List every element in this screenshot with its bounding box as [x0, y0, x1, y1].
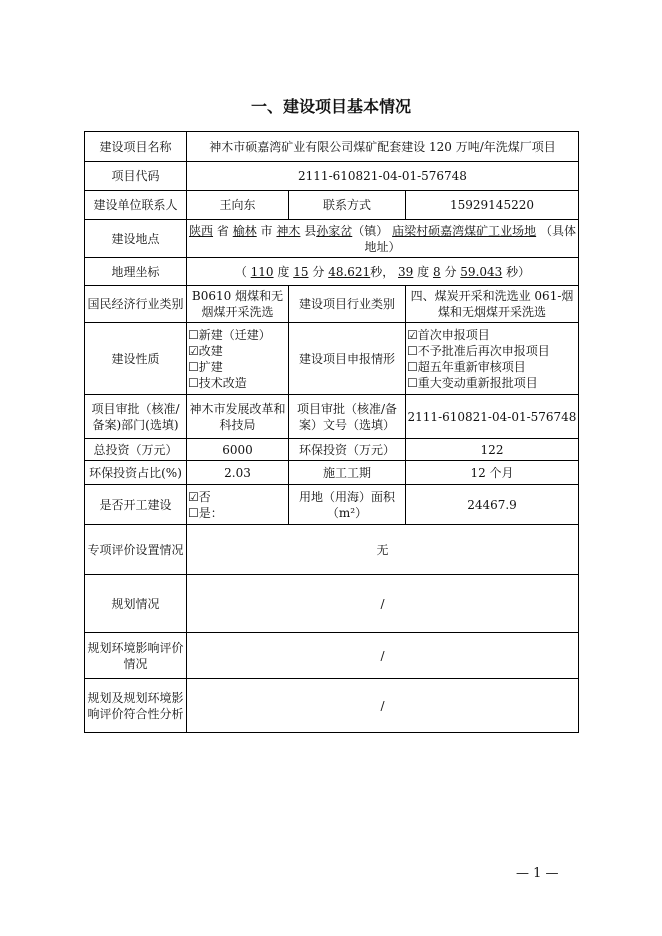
area: 24467.9	[406, 485, 579, 525]
approval-no: 2111-610821-04-01-576748	[406, 395, 579, 439]
checkbox-yes[interactable]: ☐是：	[188, 505, 223, 520]
nature-options	[187, 323, 289, 395]
town: 孙家岔	[316, 223, 353, 238]
lat-sec: 59.043	[460, 264, 503, 279]
label: 规划及规划环境影响评价符合性分析	[85, 679, 187, 733]
section-title: 一、建设项目基本情况	[250, 97, 411, 116]
project-info-table	[84, 131, 579, 733]
phone: 15929145220	[406, 191, 579, 220]
total-invest: 6000	[187, 439, 289, 461]
county: 神木	[276, 223, 301, 238]
industry: B0610 烟煤和无烟煤开采洗选	[187, 286, 289, 323]
coordinates: （ 110 度 15 分 48.621秒， 39 度 8 分 59.043 秒）	[187, 258, 579, 286]
lon-min: 15	[293, 264, 309, 279]
period: 12 个月	[406, 461, 579, 485]
page-number: — 1 —	[516, 866, 559, 881]
suffix: （镇）	[352, 223, 389, 238]
checkbox-expand[interactable]: ☐扩建	[188, 359, 223, 374]
label: 规划情况	[85, 575, 187, 633]
label: 项目审批（核准/备案)部门(选填)	[85, 395, 187, 439]
label: 总投资（万元）	[85, 439, 187, 461]
label	[289, 485, 406, 525]
city: 榆林	[232, 223, 257, 238]
project-name: 神木市硕嘉湾矿业有限公司煤矿配套建设 120 万吨/年洗煤厂项目	[187, 132, 579, 162]
checkbox-no[interactable]: ☑否	[188, 489, 211, 504]
label: 施工工期	[289, 461, 406, 485]
suffix: 省	[216, 223, 229, 238]
label: 建设性质	[85, 323, 187, 395]
unit: 分	[312, 264, 325, 279]
label: 是否开工建设	[85, 485, 187, 525]
suffix: （具体地址）	[364, 223, 576, 254]
project-code: 2111-610821-04-01-576748	[187, 162, 579, 191]
unit: 秒	[370, 264, 383, 279]
unit: 度	[277, 264, 290, 279]
env-ratio: 2.03	[187, 461, 289, 485]
unit: 分	[444, 264, 457, 279]
label: 环保投资（万元）	[289, 439, 406, 461]
contact-name: 王向东	[187, 191, 289, 220]
checkbox-first[interactable]: ☑首次申报项目	[407, 327, 490, 342]
unit: 度	[417, 264, 430, 279]
label: 地理坐标	[85, 258, 187, 286]
approval-dept: 神木市发展改革和科技局	[187, 395, 289, 439]
label: 建设地点	[85, 220, 187, 258]
lon-deg: 110	[250, 264, 274, 279]
started-options	[187, 485, 289, 525]
checkbox-major-change[interactable]: ☐重大变动重新报批项目	[407, 375, 538, 390]
province: 陕西	[189, 223, 214, 238]
report-options	[406, 323, 579, 395]
label: 规划环境影响评价情况	[85, 633, 187, 679]
checkbox-rebuild[interactable]: ☑改建	[188, 343, 223, 358]
label: 建设项目申报情形	[289, 323, 406, 395]
project-category: 四、煤炭开采和洗选业 061-烟煤和无烟煤开采洗选	[406, 286, 579, 323]
lon-sec: 48.621	[328, 264, 371, 279]
label: 项目代码	[85, 162, 187, 191]
area-label: 用地（用海）面积（m²）	[298, 489, 395, 520]
checkbox-tech[interactable]: ☐技术改造	[188, 375, 247, 390]
checkbox-five-year[interactable]: ☐超五年重新审核项目	[407, 359, 526, 374]
plan: /	[187, 575, 579, 633]
label: 联系方式	[289, 191, 406, 220]
lat-deg: 39	[398, 264, 414, 279]
label: 项目审批（核准/备案）文号（选填）	[289, 395, 406, 439]
env-invest: 122	[406, 439, 579, 461]
lat-min: 8	[432, 264, 441, 279]
plan-env: /	[187, 633, 579, 679]
label: 建设项目行业类别	[289, 286, 406, 323]
checkbox-new[interactable]: ☐新建（迁建）	[188, 327, 271, 342]
suffix: 市	[260, 223, 273, 238]
suffix: 县	[304, 223, 317, 238]
label: 环保投资占比(%)	[85, 461, 187, 485]
detail-address: 庙梁村硕嘉湾煤矿工业场地	[392, 223, 537, 238]
special-eval: 无	[187, 525, 579, 575]
label: 专项评价设置情况	[85, 525, 187, 575]
checkbox-resubmit[interactable]: ☐不予批准后再次申报项目	[407, 343, 550, 358]
conformity: /	[187, 679, 579, 733]
site-address	[187, 220, 579, 258]
label: 建设项目名称	[85, 132, 187, 162]
unit: 秒	[506, 264, 519, 279]
label: 建设单位联系人	[85, 191, 187, 220]
label: 国民经济行业类别	[85, 286, 187, 323]
